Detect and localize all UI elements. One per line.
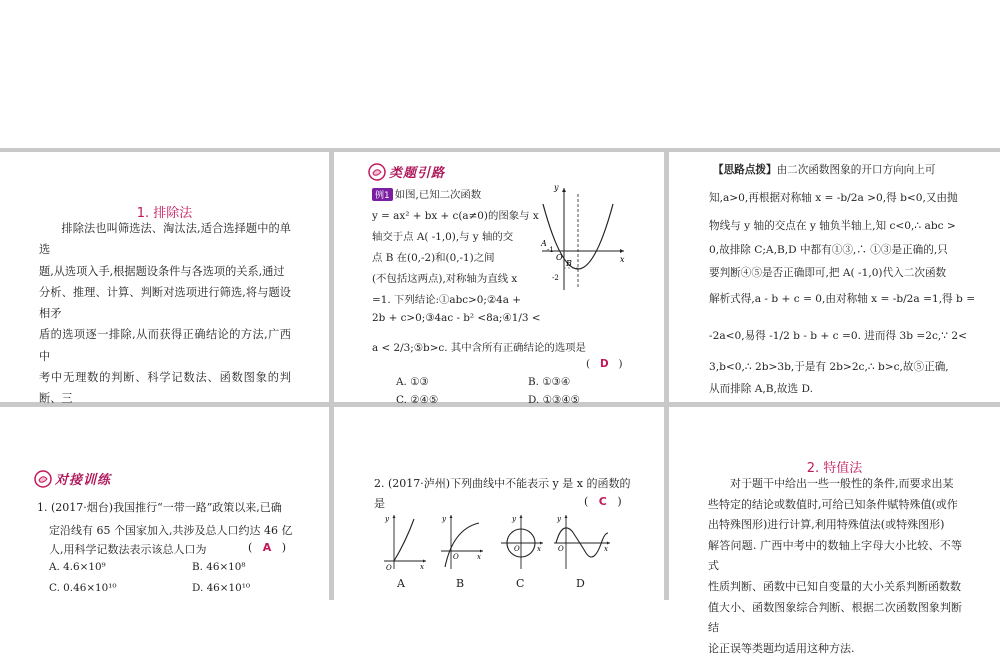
origin-label: O <box>514 545 520 553</box>
example-line: 2b + c>0;③4ac - b² <8a;④1/3 < <box>372 312 541 324</box>
graph-c <box>499 511 545 571</box>
parabola-graph <box>538 184 628 294</box>
option-b: B. 46×10⁸ <box>192 561 246 573</box>
tick-neg1-label: -1 <box>547 246 554 254</box>
hint-line: 物线与 y 轴的交点在 y 轴负半轴上,知 c<0,∴ abc > <box>709 220 956 232</box>
example-line: 点 B 在(0,-2)和(0,-1)之间 <box>372 252 495 264</box>
x-axis-label: x <box>604 545 608 553</box>
hint-line: 解析式得,a - b + c = 0,由对称轴 x = -b/2a =1,得 b = <box>709 293 976 305</box>
tick-neg2-label: -2 <box>552 274 559 282</box>
graph-d-label: D <box>576 577 585 590</box>
question-line: 是 <box>374 497 385 510</box>
badge-label: 类题引路 <box>389 166 446 181</box>
body-line: 排除法也叫筛选法、淘汰法,适合选择题中的单选 <box>39 222 291 257</box>
body-line: 论正误等类题均适用这种方法. <box>708 641 855 655</box>
example-line: 轴交于点 A( -1,0),与 y 轴的交 <box>372 231 514 243</box>
x-axis-label: x <box>420 563 424 571</box>
hand-badge-icon <box>368 163 386 181</box>
question-line: 人,用科学记数法表示该总人口为 <box>49 543 207 556</box>
graph-a-label: A <box>397 577 405 590</box>
option-a: A. 4.6×10⁹ <box>49 561 106 573</box>
hint-line: 要判断④⑤是否正确即可,把 A( -1,0)代入二次函数 <box>709 267 947 279</box>
point-b-label: B <box>566 259 572 268</box>
y-axis-label: y <box>554 183 559 192</box>
answer-bracket: ( A ) <box>248 541 287 554</box>
body-line: 盾的选项逐一排除,从而获得正确结论的方法,广西中 <box>39 328 291 363</box>
graph-b <box>439 511 485 571</box>
point-a-label: A <box>541 239 547 248</box>
question-line: 2. (2017·泸州)下列曲线中不能表示 y 是 x 的函数的 <box>374 477 631 490</box>
hint-line: 从而排除 A,B,故选 D. <box>709 383 813 395</box>
y-axis-label: y <box>442 515 446 523</box>
hint-line: 知,a>0,再根据对称轴 x = -b/2a >0,得 b<0,又由抛 <box>709 192 958 204</box>
hint-line: -2a<0,易得 -1/2 b - b + c =0. 进而得 3b =2c,∵ 2< <box>709 330 967 342</box>
hint-line: 0,故排除 C;A,B,D 中都有①③,∴ ①③是正确的,只 <box>709 244 948 256</box>
y-axis-label: y <box>385 515 389 523</box>
option-c: C. ②④⑤ <box>396 394 439 406</box>
answer-value: D <box>599 358 609 370</box>
graph-a <box>382 511 428 571</box>
body-line: 考中无理数的判断、科学记数法、函数图象的判断、三 <box>39 371 291 406</box>
hint-line <box>713 162 935 177</box>
panel-special-value-method <box>669 407 1000 655</box>
origin-label: O <box>453 553 459 561</box>
graph-c-label: C <box>516 577 525 590</box>
example-line: =1. 下列结论:①abc>0;②4a + <box>372 294 521 306</box>
body-line: 值大小、函数图象综合判断、根据二次函数图象判断结 <box>708 600 962 635</box>
x-axis-label: x <box>620 255 625 264</box>
answer-bracket: ( D ) <box>586 358 623 370</box>
graph-b-label: B <box>456 577 465 590</box>
section-title: 2. 特值法 <box>806 461 863 476</box>
answer-bracket: ( C ) <box>584 495 622 508</box>
hint-label: 【思路点拨】 <box>713 164 777 176</box>
origin-label: O <box>558 545 564 553</box>
example-text: 如图,已知二次函数 <box>394 189 482 201</box>
answer-value: C <box>598 495 607 508</box>
body-line: 对于题干中给出一些一般性的条件,而要求出某 <box>730 477 954 490</box>
body-line: 题,从选项入手,根据题设条件与各选项的关系,通过 <box>39 264 285 278</box>
option-d: D. 46×10¹⁰ <box>192 582 251 594</box>
y-axis-label: y <box>557 515 561 523</box>
panel-example-1 <box>334 152 664 406</box>
panel-practice-2 <box>334 407 664 600</box>
hint-text: 由二次函数图象的开口方向向上可 <box>776 164 936 176</box>
option-a: A. ①③ <box>396 376 429 388</box>
panel-solution-hint <box>669 152 1000 402</box>
badge-example <box>368 162 445 181</box>
panel-elimination-method <box>0 152 329 406</box>
question-line: 1. (2017·烟台)我国推行“一带一路”政策以来,已确 <box>37 501 282 514</box>
body-line: 解答问题. 广西中考中的数轴上字母大小比较、不等式 <box>708 538 962 573</box>
example-line: a < 2/3;⑤b>c. 其中含所有正确结论的选项是 <box>372 342 586 354</box>
body-line: 出特殊图形)进行计算,利用特殊值法(或特殊图形) <box>708 518 945 532</box>
badge-label: 对接训练 <box>55 473 112 488</box>
body-line: 分析、推理、计算、判断对选项进行筛选,将与题设相矛 <box>39 285 291 321</box>
origin-label: O <box>386 564 392 572</box>
option-c: C. 0.46×10¹⁰ <box>49 582 117 594</box>
section-body <box>708 474 962 659</box>
example-line: y = ax² + bx + c(a≠0)的图象与 x <box>372 210 539 222</box>
body-line: 些特定的结论或数值时,可给已知条件赋特殊值(或作 <box>708 497 958 511</box>
y-axis-label: y <box>512 515 516 523</box>
hand-badge-icon <box>34 470 52 488</box>
x-axis-label: x <box>537 545 541 553</box>
example-line <box>372 186 481 201</box>
x-axis-label: x <box>477 553 481 561</box>
section-title: 1. 排除法 <box>136 206 193 221</box>
option-b: B. ①③④ <box>528 376 571 388</box>
body-line: 性质判断、函数中已知自变量的大小关系判断函数数 <box>708 579 961 593</box>
option-d: D. ①③④⑤ <box>528 394 580 406</box>
graph-d <box>552 511 612 571</box>
example-tag: 例1 <box>372 188 393 201</box>
example-line: (不包括这两点),对称轴为直线 x <box>372 273 518 285</box>
question-line: 定沿线有 65 个国家加入,共涉及总人口约达 46 亿 <box>49 524 293 537</box>
badge-practice <box>34 469 111 488</box>
panel-practice-1 <box>0 407 329 600</box>
origin-label: O <box>556 253 563 262</box>
answer-value: A <box>262 541 272 554</box>
hint-line: 3,b<0,∴ 2b>3b,于是有 2b>2c,∴ b>c,故⑤正确, <box>709 361 949 373</box>
